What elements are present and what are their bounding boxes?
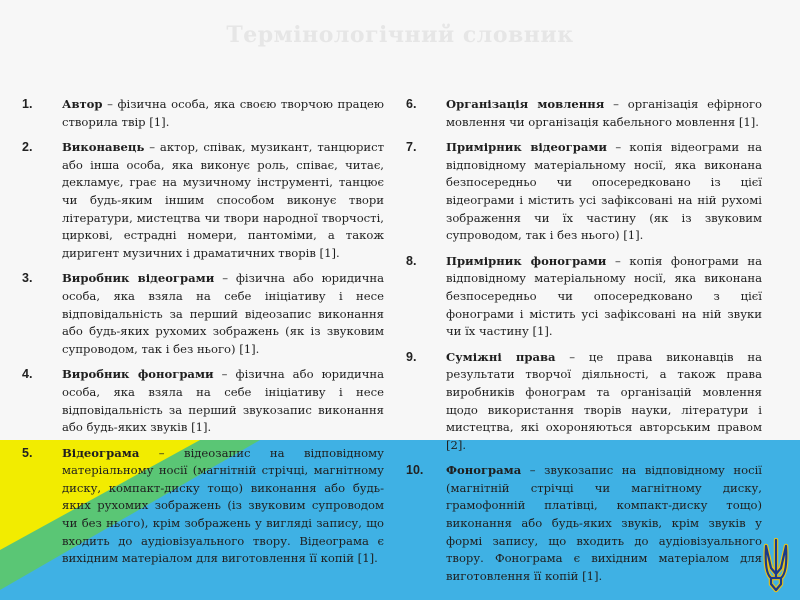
- glossary-item-number: 6.: [406, 97, 417, 111]
- glossary-term: Виконавець: [62, 140, 145, 155]
- glossary-item: [406, 96, 762, 131]
- glossary-definition: – відеозапис на відповідному матеріальному носії (магнітній стрічці, магнітному диску, компакт-диску тощо) виконання або будь-яких рухомих зображень (із звуковим супроводом чи без нього), крім зображень у вигляді запису, що входить до аудіовізуального твору. Відеограма є вихідним матеріалом для виготовлення її копій [1].: [62, 445, 384, 566]
- glossary-item-number: 8.: [406, 253, 417, 268]
- glossary-item: [22, 366, 384, 436]
- glossary-term: Відеограма: [62, 445, 140, 460]
- glossary-item: [22, 445, 384, 568]
- glossary-definition: – фізична або юридична особа, яка взяла на себе ініціативу і несе відповідальність за перший звукозапис виконання або будь-яких звуків [1].: [62, 367, 384, 435]
- glossary-item: [406, 462, 762, 585]
- glossary-definition: – фізична особа, яка своєю творчою працею створила твір [1].: [62, 97, 384, 129]
- glossary-definition: – актор, співак, музикант, танцюрист або інша особа, яка виконує роль, співає, читає, декламує, грає на музичному інструменті, танцює чи будь-яким іншим способом виконує твори літератури, мистецтва чи твори народної творчості, циркові, естрадні номери, пантоміми, а також диригент музичних і драматичних творів [1].: [62, 140, 384, 260]
- glossary-term: Виробник відеограми: [62, 271, 215, 286]
- glossary-item: [22, 270, 384, 358]
- glossary-definition: – це права виконавців на результати творчої діяльності, а також права виробників фонограм та організацій мовлення щодо використання творів науки, літератури і мистецтва, які охороняються авторським правом [2].: [446, 349, 762, 452]
- glossary-item: [406, 139, 762, 245]
- glossary-definition: – фізична або юридична особа, яка взяла на себе ініціативу і несе відповідальність за перший відеозапис виконання або будь-яких рухомих зображень (як із звуковим супроводом, так і без нього) [1].: [62, 271, 385, 356]
- glossary-item-number: 10.: [406, 463, 424, 478]
- glossary-term: Суміжні права: [446, 349, 556, 364]
- glossary-item-number: 4.: [22, 367, 33, 382]
- glossary-right-column: [406, 96, 762, 593]
- glossary-item-number: 9.: [406, 349, 417, 364]
- page-title: Термінологічний словник: [226, 22, 574, 48]
- glossary-item: [22, 96, 384, 131]
- glossary-item-number: 7.: [406, 140, 417, 155]
- glossary-term: Автор: [62, 97, 103, 111]
- glossary-left-column: [22, 96, 384, 576]
- glossary-term: Фонограма: [446, 463, 522, 478]
- glossary-item-number: 1.: [22, 97, 33, 111]
- glossary-definition: – організація ефірного мовлення чи організація кабельного мовлення [1].: [446, 97, 762, 129]
- glossary-item: [406, 253, 762, 341]
- glossary-term: Примірник фонограми: [446, 253, 607, 268]
- glossary-item: [406, 349, 762, 455]
- glossary-item-number: 5.: [22, 445, 33, 460]
- glossary-item-number: 3.: [22, 271, 33, 286]
- glossary-item-number: 2.: [22, 140, 33, 155]
- glossary-definition: – копія фонограми на відповідному матеріальному носії, яка виконана безпосередньо чи опосередковано з цієї фонограми і містить усі зафіксовані на ній звуки чи їх частину [1].: [446, 253, 763, 339]
- glossary-term: Примірник відеограми: [446, 140, 608, 155]
- glossary-term: Виробник фонограми: [62, 367, 214, 382]
- glossary-definition: – звукозапис на відповідному носії (магнітній стрічці чи магнітному диску, грамофонній платівці, компакт-диску тощо) виконання або будь-яких звуків, крім звуків у формі запису, що входить до аудіовізуального твору. Фонограма є вихідним матеріалом для виготовлення її копій [1].: [446, 463, 762, 583]
- glossary-term: Організація мовлення: [446, 97, 605, 111]
- glossary-item: [22, 139, 384, 262]
- ukraine-trident-icon: [762, 538, 790, 594]
- glossary-definition: – копія відеограми на відповідному матеріальному носії, яка виконана безпосередньо чи опосередковано із цієї відеограми і містить усі зафіксовані на ній рухомі зображення чи їх частину (як із звуковим супроводом, так і без нього) [1].: [446, 140, 762, 243]
